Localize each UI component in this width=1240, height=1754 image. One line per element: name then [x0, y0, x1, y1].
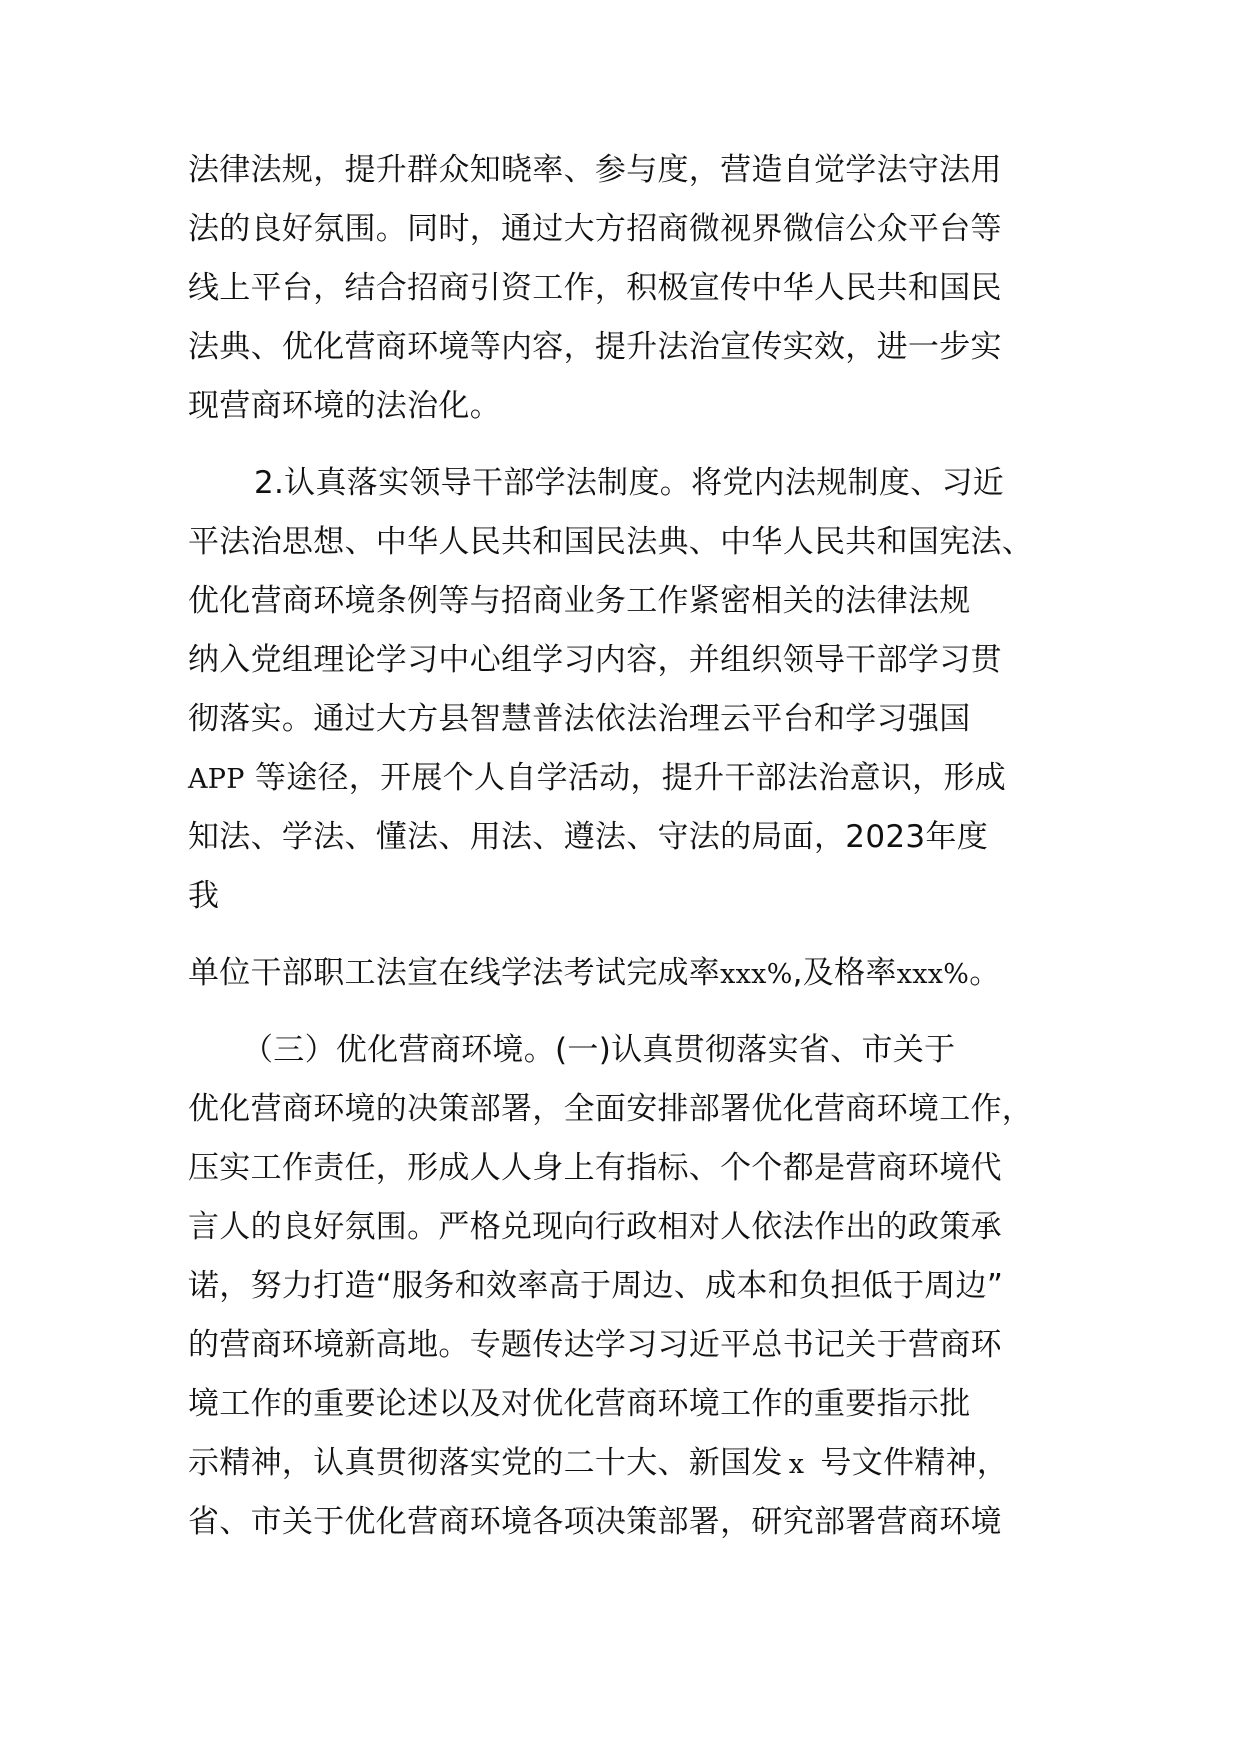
text-line: 诺，努力打造“服务和效率高于周边、成本和负担低于周边” — [188, 1268, 1004, 1304]
text-line — [188, 953, 1001, 995]
text-line: 平法治思想、中华人民共和国民法典、中华人民共和国宪法、 — [188, 524, 1034, 560]
text-line — [188, 758, 1006, 800]
text-segment: 单位干部职工法宣在线学法考试完成率 — [188, 955, 721, 991]
text-segment: ,及格率 — [792, 955, 897, 991]
text-line: 我 — [188, 878, 220, 914]
text-line: 线上平台，结合招商引资工作，积极宣传中华人民共和国民 — [188, 270, 1002, 306]
text-segment: 示精神，认真贯彻落实党的二十大、新国发 — [188, 1445, 783, 1481]
text-line: 优化营商环境的决策部署，全面安排部署优化营商环境工作， — [188, 1091, 1034, 1127]
completion-rate: xxx% — [720, 959, 793, 990]
text-line: 彻落实。通过大方县智慧普法依法治理云平台和学习强国 — [188, 701, 971, 737]
pass-rate: xxx% — [896, 959, 970, 990]
text-line — [188, 1443, 1008, 1485]
text-line: 压实工作责任，形成人人身上有指标、个个都是营商环境代 — [188, 1150, 1002, 1186]
text-line: 法律法规，提升群众知晓率、参与度，营造自觉学法守法用 — [188, 152, 1002, 188]
document-number: x — [788, 1449, 805, 1480]
text-line: 言人的良好氛围。严格兑现向行政相对人依法作出的政策承 — [188, 1209, 1002, 1245]
text-line: 境工作的重要论述以及对优化营商环境工作的重要指示批 — [188, 1386, 971, 1422]
section-heading-line: （三）优化营商环境。(一)认真贯彻落实省、市关于 — [242, 1032, 956, 1068]
text-line: 法典、优化营商环境等内容，提升法治宣传实效，进一步实 — [188, 329, 1002, 365]
text-line: 纳入党组理论学习中心组学习内容，并组织领导干部学习贯 — [188, 642, 1002, 678]
text-line: 2.认真落实领导干部学法制度。将党内法规制度、习近 — [254, 465, 1005, 501]
text-line: 现营商环境的法治化。 — [188, 388, 501, 424]
text-line: 优化营商环境条例等与招商业务工作紧密相关的法律法规 — [188, 583, 971, 619]
app-text: APP — [188, 764, 245, 795]
text-segment: 等途径，开展个人自学活动，提升干部法治意识，形成 — [244, 760, 1007, 796]
text-line: 法的良好氛围。同时，通过大方招商微视界微信公众平台等 — [188, 211, 1002, 247]
text-line: 知法、学法、懂法、用法、遵法、守法的局面，2023年度 — [188, 819, 988, 855]
text-segment: 号文件精神， — [810, 1445, 1009, 1481]
text-segment: 。 — [969, 955, 1001, 991]
text-line: 的营商环境新高地。专题传达学习习近平总书记关于营商环 — [188, 1327, 1002, 1363]
text-line: 省、市关于优化营商环境各项决策部署，研究部署营商环境 — [188, 1504, 1002, 1540]
